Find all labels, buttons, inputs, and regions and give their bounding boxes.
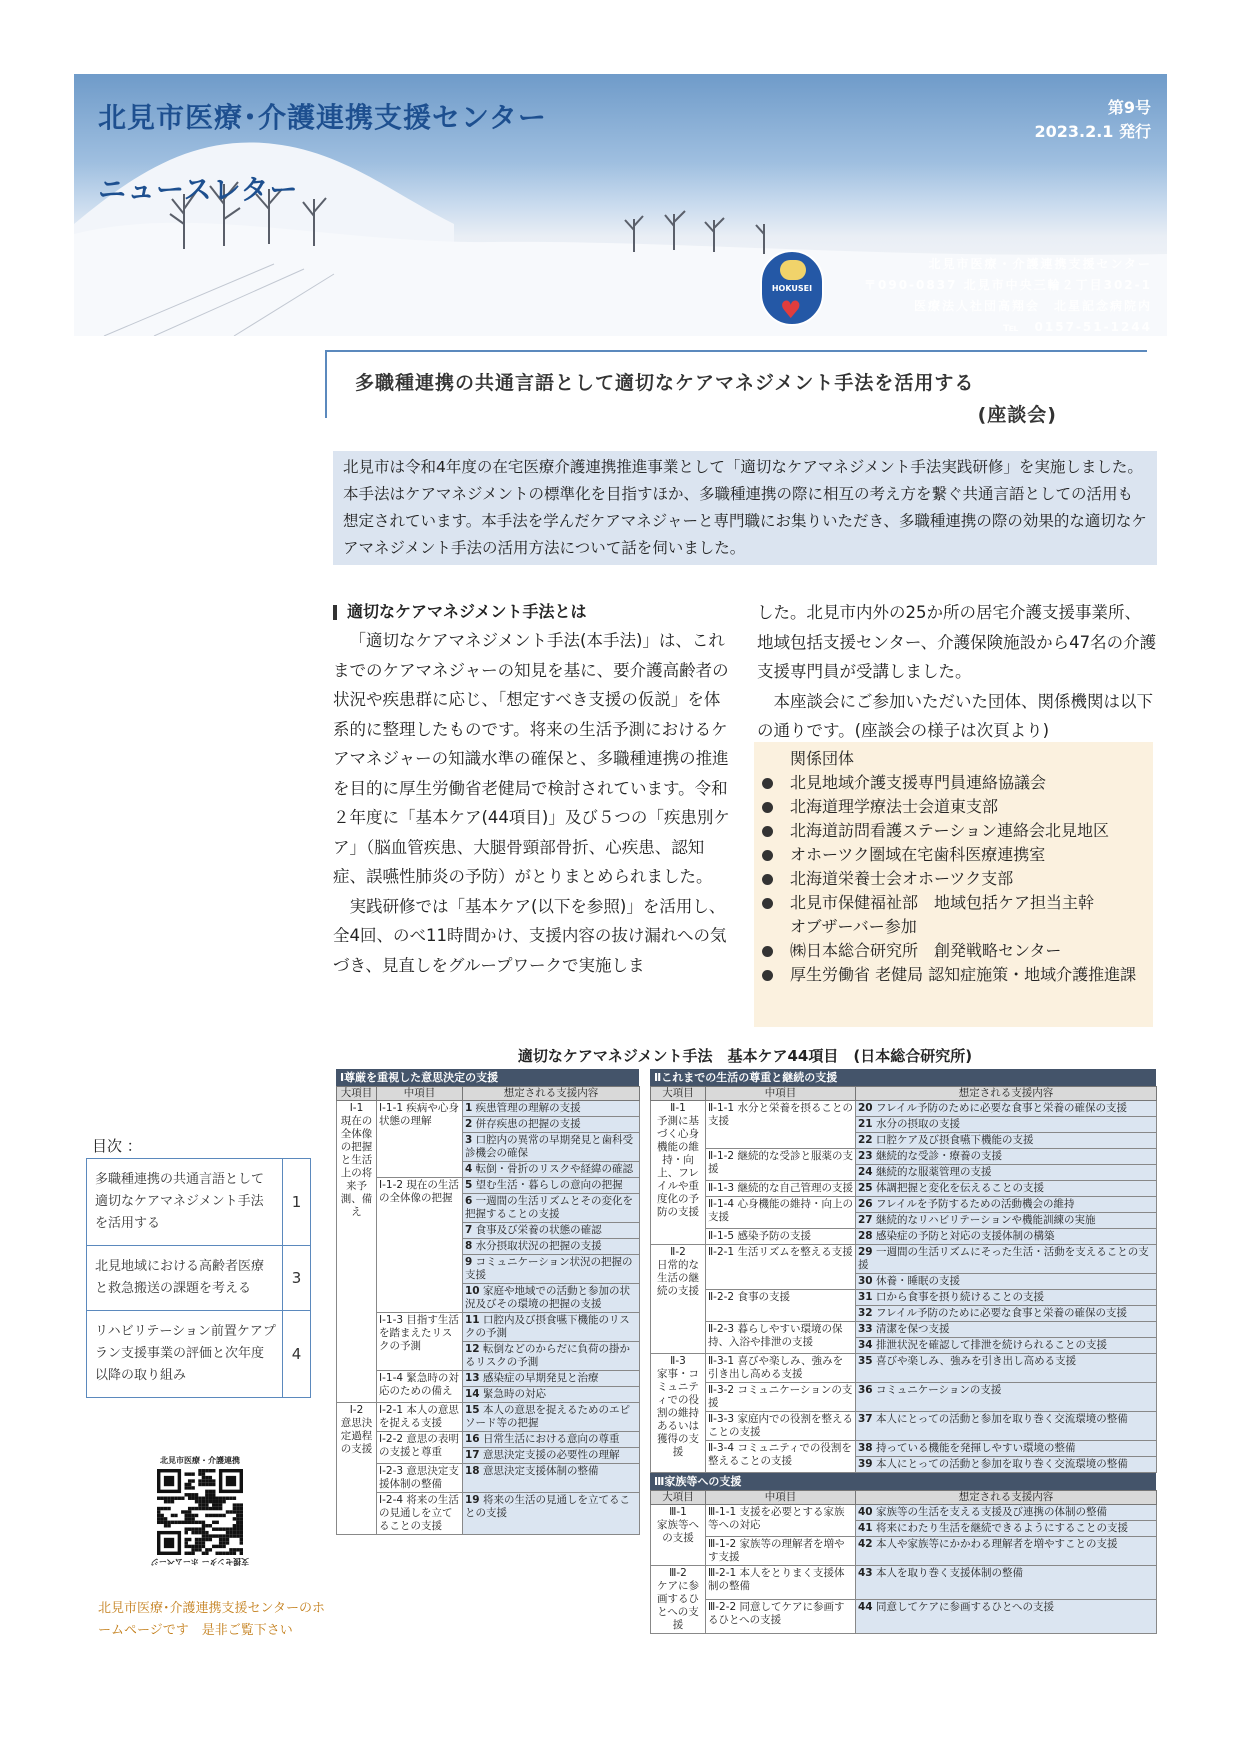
toc-entry-title: 多職種連携の共通言語として適切なケアマネジメント手法を活用する [87,1159,283,1245]
support-item-cell: 31 口から食事を摂り続けることの支援 [856,1290,1157,1306]
qr-label-top: 北見市医療・介護連携 [160,1456,240,1465]
org-item: 北海道栄養士会オホーツク支部 [754,867,1153,891]
table-row [337,1403,640,1432]
issue-info [1034,96,1151,144]
table-header-cell: 中項目 [377,1087,463,1101]
qr-caption: 北見市医療･介護連携支援センターのホームページです 是非ご覧下さい [98,1601,325,1638]
center-address [842,254,1152,336]
participating-orgs-box [754,742,1153,1027]
section-heading [333,598,731,626]
bullet-icon [762,898,773,909]
major-item-cell: Ⅱ-3 家事・コミュニティでの役割の維持あるいは獲得の支援 [651,1354,706,1473]
mid-item-cell: Ⅱ-2-1 生活リズムを整える支援 [706,1245,856,1290]
qr-label-bottom: 支援センター ホームページ [150,1557,250,1566]
care-table-section-2 [650,1069,1156,1473]
section-heading-text: 適切なケアマネジメント手法とは [347,602,587,622]
table-row [337,1178,640,1194]
mid-item-cell: Ⅰ-1-2 現在の生活の全体像の把握 [377,1178,463,1313]
support-item-cell: 43 本人を取り巻く支援体制の整備 [856,1566,1157,1600]
support-item-cell: 6 一週間の生活リズムとその変化を把握することの支援 [463,1194,640,1223]
article-title-line2: (座談会) [977,404,1057,426]
org-item: ㈱日本総合研究所 創発戦略センター [754,939,1153,963]
mid-item-cell: Ⅲ-2-2 同意してケアに参画するひとへの支援 [706,1600,856,1634]
table-header-cell: 想定される支援内容 [856,1491,1157,1505]
support-item-cell: 1 疾患管理の理解の支援 [463,1101,640,1117]
mid-item-cell: Ⅱ-3-3 家庭内での役割を整えることの支援 [706,1412,856,1441]
qr-block [145,1455,255,1567]
table-row [651,1505,1157,1521]
toc-entry[interactable] [87,1311,310,1397]
support-item-cell: 35 喜びや楽しみ、強みを引き出し高める支援 [856,1354,1157,1383]
heart-icon: ♥ [780,296,802,324]
mid-item-cell: Ⅱ-1-4 心身機能の維持・向上の支援 [706,1197,856,1229]
mid-item-cell: Ⅰ-1-3 目指す生活を踏まえたリスクの予測 [377,1313,463,1371]
mid-item-cell: Ⅰ-2-2 意思の表明の支援と尊重 [377,1432,463,1464]
orgs-title: 関係団体 [790,749,855,768]
support-item-cell: 30 休養・睡眠の支援 [856,1274,1157,1290]
mid-item-cell: Ⅰ-1-1 疾病や心身状態の理解 [377,1101,463,1178]
support-item-cell: 10 家庭や地域での活動と参加の状況及びその環境の把握の支援 [463,1284,640,1313]
support-item-cell: 15 本人の意思を捉えるためのエピソード等の把握 [463,1403,640,1432]
body-paragraph: した。北見市内外の25か所の居宅介護支援事業所、地域包括支援センター、介護保険施設から47名の介護支援専門員が受講しました。 [757,603,1157,681]
major-item-cell: Ⅲ-1 家族等への支援 [651,1505,706,1566]
qr-code-icon[interactable] [157,1469,243,1555]
support-item-cell: 13 感染症の早期発見と治療 [463,1371,640,1387]
support-item-cell: 20 フレイル予防のために必要な食事と栄養の確保の支援 [856,1101,1157,1117]
mid-item-cell: Ⅲ-2-1 本人をとりまく支援体制の整備 [706,1566,856,1600]
support-item-cell: 3 口腔内の異常の早期発見と歯科受診機会の確保 [463,1133,640,1162]
mid-item-cell: Ⅱ-3-1 喜びや楽しみ、強みを引き出し高める支援 [706,1354,856,1383]
support-item-cell: 41 将来にわたり生活を継続できるようにすることの支援 [856,1521,1157,1537]
support-item-cell: 42 本人や家族等にかかわる理解者を増やすことの支援 [856,1537,1157,1566]
table-row [651,1383,1157,1412]
table-row [337,1313,640,1342]
support-item-cell: 40 家族等の生活を支える支援及び連携の体制の整備 [856,1505,1157,1521]
bullet-icon [762,970,773,981]
support-item-cell: 8 水分摂取状況の把握の支援 [463,1239,640,1255]
toc-entry-page: 1 [291,1193,302,1211]
table-row [337,1101,640,1117]
mid-item-cell: Ⅰ-2-4 将来の生活の見通しを立てることの支援 [377,1493,463,1535]
table-section-title: Ⅱこれまでの生活の尊重と継続の支援 [650,1069,1156,1086]
support-item-cell: 18 意思決定支援体制の整備 [463,1464,640,1493]
support-item-cell: 9 コミュニケーション状況の把握の支援 [463,1255,640,1284]
toc-entry-page: 3 [291,1269,302,1287]
major-item-cell: Ⅰ-2 意思決定過程の支援 [337,1403,377,1535]
table-row [651,1290,1157,1306]
support-item-cell: 38 持っている機能を発揮しやすい環境の整備 [856,1441,1157,1457]
table-of-contents [86,1158,311,1398]
body-paragraph: 「適切なケアマネジメント手法(本手法)」は、これまでのケアマネジャーの知見を基に、要介護高齢者の状況や疾患群に応じ、「想定すべき支援の仮説」を体系的に整理したものです。将来の生活予測におけるケアマネジャーの知識水準の確保と、多職種連携の推進を目的に厚生労働省老健局で検討されています。令和２年度に「基本ケア(44項目)」及び５つの「疾患別ケア」（脳血管疾患、大腿骨頸部骨折、心疾患、認知症、誤嚥性肺炎の予防）がとりまとめられました。 [333,631,730,886]
support-item-cell: 32 フレイル予防のために必要な食事と栄養の確保の支援 [856,1306,1157,1322]
mid-item-cell: Ⅱ-1-2 継続的な受診と服薬の支援 [706,1149,856,1181]
support-item-cell: 2 併存疾患の把握の支援 [463,1117,640,1133]
mid-item-cell: Ⅱ-3-4 コミュニティでの役割を整えることの支援 [706,1441,856,1473]
issue-date: 2023.2.1 発行 [1034,122,1151,141]
support-item-cell: 37 本人にとっての活動と参加を取り巻く交流環境の整備 [856,1412,1157,1441]
support-item-cell: 25 体調把握と変化を伝えることの支援 [856,1181,1157,1197]
bullet-icon [762,826,773,837]
mid-item-cell: Ⅰ-2-1 本人の意思を捉える支援 [377,1403,463,1432]
bullet-icon [762,802,773,813]
article-title-line1: 多職種連携の共通言語として適切なケアマネジメント手法を活用する [355,372,975,394]
table-row [337,1493,640,1535]
support-item-cell: 17 意思決定支援の必要性の理解 [463,1448,640,1464]
logo-emblem [780,260,806,280]
table-header-cell: 大項目 [651,1491,706,1505]
table-row [651,1101,1157,1117]
lead-paragraph: 北見市は令和4年度の在宅医療介護連携推進事業として「適切なケアマネジメント手法実践研修」を実施しました。本手法はケアマネジメントの標準化を目指すほか、多職種連携の際に相互の考え方を繋ぐ共通言語としての活用も想定されています。本手法を学んだケアマネジャーと専門職にお集りいただき、多職種連携の際の効果的な適切なケアマネジメント手法の活用方法について話を伺いました。 [333,451,1157,565]
care-table-section-1 [336,1069,639,1535]
support-item-cell: 16 日常生活における意向の尊重 [463,1432,640,1448]
newsletter-org-title: 北見市医療･介護連携支援センター [98,101,547,134]
table-header-cell: 想定される支援内容 [463,1087,640,1101]
header-banner [74,74,1167,336]
support-item-cell: 22 口腔ケア及び摂食嚥下機能の支援 [856,1133,1157,1149]
mid-item-cell: Ⅰ-2-3 意思決定支援体制の整備 [377,1464,463,1493]
mid-item-cell: Ⅱ-1-3 継続的な自己管理の支援 [706,1181,856,1197]
major-item-cell: Ⅲ-2 ケアに参画するひとへの支援 [651,1566,706,1634]
table-row [651,1566,1157,1600]
orgs-list [754,771,1153,987]
table-row [651,1181,1157,1197]
org-item: 北海道理学療法士会道東支部 [754,795,1153,819]
body-paragraph: 本座談会にご参加いただいた団体、関係機関は以下の通りです。(座談会の様子は次頁より) [757,691,1153,740]
support-item-cell: 23 継続的な受診・療養の支援 [856,1149,1157,1165]
mid-item-cell: Ⅱ-2-3 暮らしやすい環境の保持、入浴や排泄の支援 [706,1322,856,1354]
toc-entry-page: 4 [291,1345,302,1363]
bullet-icon [762,778,773,789]
mid-item-cell: Ⅲ-1-1 支援を必要とする家族等への対応 [706,1505,856,1537]
mid-item-cell: Ⅱ-1-5 感染予防の支援 [706,1229,856,1245]
table-row [651,1441,1157,1457]
support-item-cell: 11 口腔内及び摂食嚥下機能のリスクの予測 [463,1313,640,1342]
table-header-cell: 中項目 [706,1491,856,1505]
support-item-cell: 36 コミュニケーションの支援 [856,1383,1157,1412]
table-row [651,1322,1157,1338]
newsletter-subtitle: ニュースレター [98,173,299,206]
toc-entry[interactable] [87,1159,310,1246]
support-item-cell: 34 排泄状況を確認して排泄を続けられることの支援 [856,1338,1157,1354]
table-header-cell: 大項目 [651,1087,706,1101]
table-header-cell: 中項目 [706,1087,856,1101]
org-item: 北海道訪問看護ステーション連絡会北見地区 [754,819,1153,843]
support-item-cell: 33 清潔を保つ支援 [856,1322,1157,1338]
org-item: 厚生労働省 老健局 認知症施策・地域介護推進課 [754,963,1153,987]
address-line: 〒090-0837 北見市中央三輪２丁目302-1 [864,278,1152,292]
support-item-cell: 27 継続的なリハビリテーションや機能訓練の実施 [856,1213,1157,1229]
bullet-icon [762,850,773,861]
issue-number: 第9号 [1107,98,1151,117]
table-row [651,1229,1157,1245]
table-row [651,1412,1157,1441]
table-row [651,1245,1157,1274]
toc-label: 目次 ： [92,1137,142,1155]
table-row [651,1354,1157,1383]
org-item: 北見地域介護支援専門員連絡協議会 [754,771,1153,795]
table-header-cell: 想定される支援内容 [856,1087,1157,1101]
care-table-title: 適切なケアマネジメント手法 基本ケア44項目 (日本総合研究所) [517,1047,973,1065]
care-table [336,1086,640,1535]
bullet-icon [762,874,773,885]
table-header-cell: 大項目 [337,1087,377,1101]
bullet-icon [762,946,773,957]
toc-entry-title: 北見地域における高齢者医療と救急搬送の課題を考える [87,1246,283,1310]
body-paragraph: 実践研修では「基本ケア(以下を参照)」を活用し、全4回、のべ11時間かけ、支援内容の抜け漏れへの気づき、見直しをグループワークで実施しま [333,896,727,975]
mid-item-cell: Ⅱ-1-1 水分と栄養を摂ることの支援 [706,1101,856,1149]
support-item-cell: 19 将来の生活の見通しを立てることの支援 [463,1493,640,1535]
table-row [651,1537,1157,1566]
table-row [651,1197,1157,1213]
table-row [337,1464,640,1493]
logo-text: HOKUSEI [771,284,813,293]
support-item-cell: 14 緊急時の対応 [463,1387,640,1403]
care-table [650,1490,1157,1634]
body-column-left [333,598,731,980]
support-item-cell: 26 フレイルを予防するための活動機会の維持 [856,1197,1157,1213]
address-line: 北見市医療・介護連携支援センター [928,257,1152,271]
org-item: 北見市保健福祉部 地域包括ケア担当主幹 オブザーバー参加 [754,891,1153,939]
mid-item-cell: Ⅱ-2-2 食事の支援 [706,1290,856,1322]
body-column-right [757,598,1157,746]
support-item-cell: 5 望む生活・暮らしの意向の把握 [463,1178,640,1194]
mid-item-cell: Ⅲ-1-2 家族等の理解者を増やす支援 [706,1537,856,1566]
article-title [325,350,1147,426]
table-section-title: Ⅰ尊厳を重視した意思決定の支援 [336,1069,639,1086]
support-item-cell: 29 一週間の生活リズムにそった生活・活動を支えることの支援 [856,1245,1157,1274]
support-item-cell: 39 本人にとっての活動と参加を取り巻く交流環境の整備 [856,1457,1157,1473]
care-table [650,1086,1157,1473]
support-item-cell: 44 同意してケアに参画するひとへの支援 [856,1600,1157,1634]
table-row [651,1600,1157,1634]
address-line: 医療法人社団高翔会 北星記念病院内 [913,299,1152,313]
support-item-cell: 21 水分の摂取の支援 [856,1117,1157,1133]
hokusei-logo [760,250,824,326]
toc-entry[interactable] [87,1246,310,1311]
table-section-title: Ⅲ家族等への支援 [650,1473,1156,1490]
major-item-cell: Ⅰ-1 現在の全体像の把握と生活上の将来予測、備え [337,1101,377,1403]
org-item: オホーツク圏域在宅歯科医療連携室 [754,843,1153,867]
table-row [651,1149,1157,1165]
support-item-cell: 12 転倒などのからだに負荷の掛かるリスクの予測 [463,1342,640,1371]
major-item-cell: Ⅱ-2 日常的な生活の継続の支援 [651,1245,706,1354]
address-phone: ℡ 0157-51-1244 [1003,320,1152,334]
support-item-cell: 28 感染症の予防と対応の支援体制の構築 [856,1229,1157,1245]
care-table-section-3 [650,1473,1156,1634]
toc-entry-title: リハビリテーション前置ケアプラン支援事業の評価と次年度以降の取り組み [87,1311,283,1397]
mid-item-cell: Ⅱ-3-2 コミュニケーションの支援 [706,1383,856,1412]
mid-item-cell: Ⅰ-1-4 緊急時の対応のための備え [377,1371,463,1403]
support-item-cell: 7 食事及び栄養の状態の確認 [463,1223,640,1239]
major-item-cell: Ⅱ-1 予測に基づく心身機能の維持・向上、フレイルや重度化の予防の支援 [651,1101,706,1245]
table-row [337,1371,640,1387]
support-item-cell: 24 継続的な服薬管理の支援 [856,1165,1157,1181]
heading-bar-icon [333,605,337,620]
table-row [337,1432,640,1448]
support-item-cell: 4 転倒・骨折のリスクや経緯の確認 [463,1162,640,1178]
